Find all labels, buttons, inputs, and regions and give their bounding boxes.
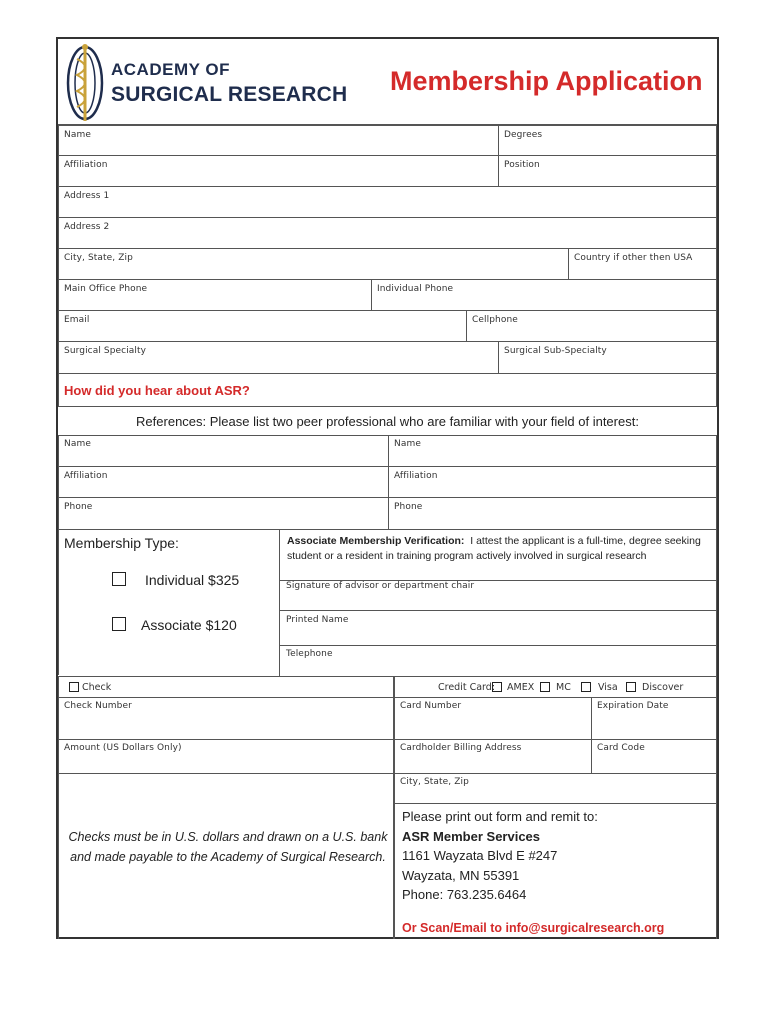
- verification-title: Associate Membership Verification:: [287, 535, 465, 547]
- card-number-label: Card Number: [400, 701, 462, 711]
- associate-option-label: Associate $120: [141, 617, 237, 633]
- ref1-phone-label: Phone: [64, 502, 93, 512]
- remit-line-5: Phone: 763.235.6464: [402, 887, 527, 902]
- name-field[interactable]: [58, 125, 499, 156]
- asr-logo-icon: [62, 41, 108, 123]
- discover-checkbox[interactable]: [626, 682, 636, 692]
- ref2-name-label: Name: [394, 439, 421, 449]
- check-number-field[interactable]: [58, 697, 394, 740]
- country-field[interactable]: [568, 248, 717, 280]
- check-label: Check: [82, 682, 112, 693]
- card-code-label: Card Code: [597, 743, 645, 753]
- associate-checkbox[interactable]: [112, 617, 126, 631]
- visa-label: Visa: [598, 682, 618, 693]
- mc-checkbox[interactable]: [540, 682, 550, 692]
- remit-email-line: Or Scan/Email to info@surgicalresearch.org: [402, 921, 665, 935]
- city-state-zip-label: City, State, Zip: [64, 253, 133, 263]
- signature-field[interactable]: [279, 580, 717, 611]
- ref1-phone-field[interactable]: [58, 497, 389, 530]
- amex-checkbox[interactable]: [492, 682, 502, 692]
- cellphone-label: Cellphone: [472, 315, 518, 325]
- ref2-phone-field[interactable]: [388, 497, 717, 530]
- degrees-label: Degrees: [504, 130, 543, 140]
- ref1-affiliation-field[interactable]: [58, 466, 389, 498]
- main-phone-field[interactable]: [58, 279, 372, 311]
- amex-label: AMEX: [507, 682, 535, 693]
- address1-field[interactable]: [58, 186, 717, 218]
- expiration-field[interactable]: [591, 697, 717, 740]
- city-state-zip-field[interactable]: [58, 248, 569, 280]
- discover-label: Discover: [642, 682, 684, 693]
- affiliation-label: Affiliation: [64, 160, 108, 170]
- name-label: Name: [64, 130, 91, 140]
- ref2-name-field[interactable]: [388, 435, 717, 467]
- card-number-field[interactable]: [394, 697, 592, 740]
- page-title: Membership Application: [390, 66, 703, 96]
- amount-label: Amount (US Dollars Only): [64, 743, 182, 753]
- verification-text: [287, 534, 707, 564]
- billing-address-field[interactable]: [394, 739, 592, 774]
- membership-type-title: Membership Type:: [64, 535, 179, 551]
- ref1-name-field[interactable]: [58, 435, 389, 467]
- how-heard-label: How did you hear about ASR?: [64, 383, 250, 398]
- email-label: Email: [64, 315, 90, 325]
- expiration-label: Expiration Date: [597, 701, 669, 711]
- specialty-label: Surgical Specialty: [64, 346, 147, 356]
- country-label: Country if other then USA: [574, 253, 693, 263]
- specialty-field[interactable]: [58, 341, 499, 374]
- header: [58, 39, 717, 125]
- check-instructions: Checks must be in U.S. dollars and drawn on a U.S. bank and made payable to the Academy of Surgical Research.: [68, 830, 388, 864]
- remit-line-2: ASR Member Services: [402, 828, 541, 844]
- mc-label: MC: [556, 682, 571, 693]
- individual-phone-field[interactable]: [371, 279, 717, 311]
- email-field[interactable]: [58, 310, 467, 342]
- position-label: Position: [504, 160, 540, 170]
- address2-label: Address 2: [64, 222, 110, 232]
- telephone-field[interactable]: [279, 645, 717, 677]
- amount-field[interactable]: [58, 739, 394, 774]
- cellphone-field[interactable]: [466, 310, 717, 342]
- signature-label: Signature of advisor or department chair: [286, 581, 475, 591]
- remit-line-3: 1161 Wayzata Blvd E #247: [402, 848, 558, 863]
- degrees-field[interactable]: [498, 125, 717, 156]
- ref1-affiliation-label: Affiliation: [64, 471, 108, 481]
- telephone-label: Telephone: [286, 649, 333, 659]
- sub-specialty-field[interactable]: [498, 341, 717, 374]
- ref1-name-label: Name: [64, 439, 91, 449]
- affiliation-field[interactable]: [58, 155, 499, 187]
- ref2-phone-label: Phone: [394, 502, 423, 512]
- check-number-label: Check Number: [64, 701, 132, 711]
- individual-phone-label: Individual Phone: [377, 284, 454, 294]
- remit-line-4: Wayzata, MN 55391: [402, 867, 520, 883]
- address2-field[interactable]: [58, 217, 717, 249]
- card-city-state-zip-field[interactable]: [394, 773, 717, 804]
- credit-card-label: Credit Card:: [438, 682, 496, 693]
- logo-line-1: ACADEMY OF: [111, 60, 230, 79]
- verification-body: I attest the applicant is a full-time, degree seeking student or a resident in training program actively involved in surgical research: [287, 535, 701, 562]
- card-city-state-zip-label: City, State, Zip: [400, 777, 469, 787]
- check-checkbox[interactable]: [69, 682, 79, 692]
- card-code-field[interactable]: [591, 739, 717, 774]
- remit-line-1: Please print out form and remit to:: [402, 809, 598, 824]
- remit-address: [402, 807, 598, 905]
- logo-line-2: SURGICAL RESEARCH: [111, 83, 348, 106]
- individual-option-label: Individual $325: [145, 572, 240, 588]
- individual-checkbox[interactable]: [112, 572, 126, 586]
- billing-address-label: Cardholder Billing Address: [400, 743, 522, 753]
- printed-name-field[interactable]: [279, 610, 717, 646]
- references-heading: References: Please list two peer professional who are familiar with your field of interest:: [136, 414, 639, 429]
- position-field[interactable]: [498, 155, 717, 187]
- main-phone-label: Main Office Phone: [64, 284, 148, 294]
- printed-name-label: Printed Name: [286, 615, 349, 625]
- ref2-affiliation-field[interactable]: [388, 466, 717, 498]
- sub-specialty-label: Surgical Sub-Specialty: [504, 346, 607, 356]
- membership-form: [56, 37, 719, 939]
- visa-checkbox[interactable]: [581, 682, 591, 692]
- ref2-affiliation-label: Affiliation: [394, 471, 438, 481]
- address1-label: Address 1: [64, 191, 110, 201]
